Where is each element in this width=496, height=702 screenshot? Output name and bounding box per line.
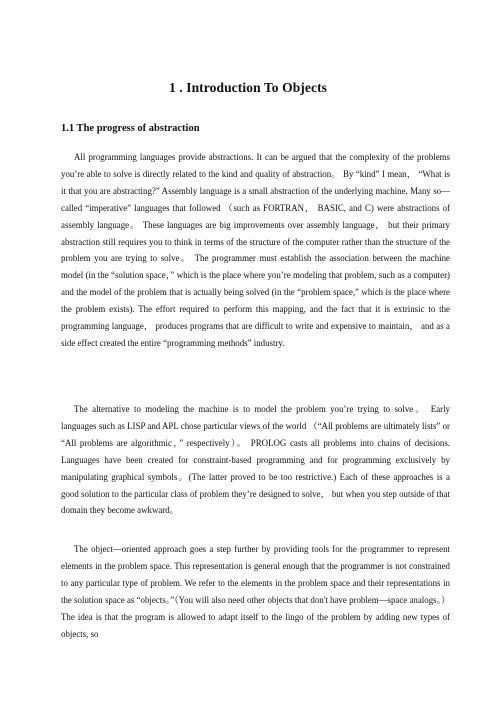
- paragraph-2: The alternative to modeling the machine is to model the problem you’re trying to solve。 Early languages such as LISP and APL chose particular views of the world （“All problems are ultimately lists” or “All problems are algorithmic，” respectively）。 PROLOG casts all problems into chains of decisions. Languages have been created for constraint-based programming and for programming exclusively by manipulating graphical symbols。(The latter proved to be too restrictive.) Each of these approaches is a good solution to the particular class of problem they’re designed to solve， but when you step outside of that domain they become awkward。: [61, 404, 450, 516]
- paragraph-3: The object—oriented approach goes a step further by providing tools for the programmer to represent elements in the problem space. This representation is general enough that the programmer is not constrained to any particular type of problem. We refer to the elements in the problem space and their representations in the solution space as “objects。”（You will also need other objects that don't have problem—space analogs。）The idea is that the program is allowed to adapt itself to the lingo of the problem by adding new types of objects, so: [61, 544, 450, 639]
- section-heading: 1.1 The progress of abstraction: [61, 123, 200, 134]
- chapter-title: 1 . Introduction To Objects: [168, 80, 328, 95]
- paragraph-1: All programming languages provide abstractions. It can be argued that the complexity of the problems you’re able to solve is directly related to the kind and quality of abstraction。 By “kind” I mean， “What is it that you are abstracting?” Assembly language is a small abstraction of the underlying machine. Many so—called “imperative” languages that followed （such as FORTRAN， BASIC, and C) were abstractions of assembly language。 These languages are big improvements over assembly language， but their primary abstraction still requires you to think in terms of the structure of the computer rather than the structure of the problem you are trying to solve。 The programmer must establish the association between the machine model (in the “solution space，” which is the place where you’re modeling that problem, such as a computer) and the model of the problem that is actually being solved (in the “problem space,” which is the place where the problem exists). The effort required to perform this mapping, and the fact that it is extrinsic to the programming language， produces programs that are difficult to write and expensive to maintain， and as a side effect created the entire “programming methods” industry.: [61, 152, 450, 348]
